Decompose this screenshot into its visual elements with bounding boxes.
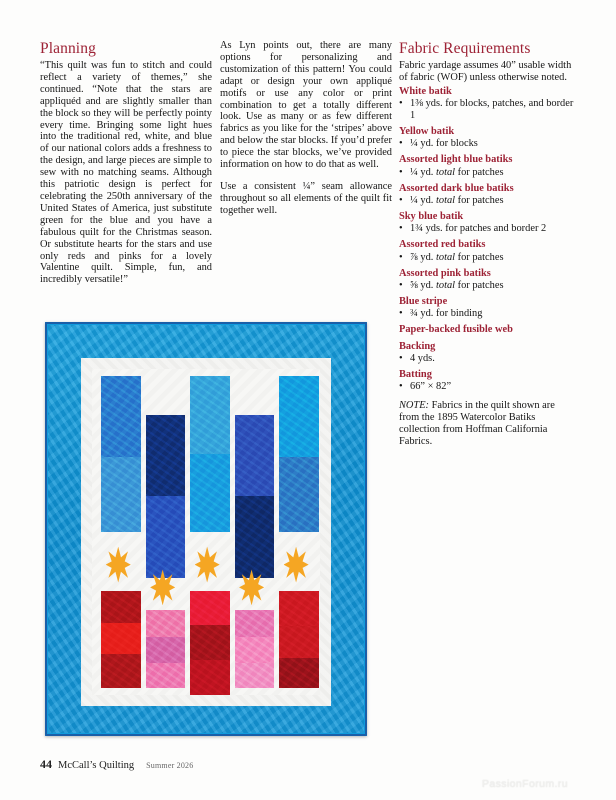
quilt-patch [146, 496, 186, 578]
column-fabric-requirements [399, 40, 577, 448]
quilt-patch [101, 623, 141, 654]
planning-heading: Planning [40, 40, 96, 57]
fabric-group-item [399, 223, 577, 235]
fabric-group-item [399, 195, 577, 207]
quilt-red-stripe [101, 591, 141, 689]
fabric-item-text: ⅝ yd. total for patches [410, 280, 504, 292]
bullet-icon: • [399, 98, 403, 110]
quilt-patch [190, 376, 230, 454]
fabric-group-item [399, 381, 577, 393]
fabric-group-label: Assorted dark blue batiks [399, 182, 514, 194]
quilt-patch [190, 454, 230, 532]
quilt-patch [190, 625, 230, 659]
bullet-icon: • [399, 251, 403, 263]
fabric-group [399, 126, 577, 150]
bullet-icon: • [399, 280, 403, 292]
fabric-group [399, 341, 577, 365]
quilt-patch [101, 591, 141, 623]
quilt-border-1-white [81, 358, 331, 706]
fabric-requirements-intro: Fabric yardage assumes 40” usable width of fabric (WOF) unless otherwise noted. [399, 60, 572, 83]
fabric-group-item [399, 167, 577, 179]
quilt-patch [146, 610, 186, 637]
bullet-icon: • [399, 223, 403, 235]
fabric-item-text: ¼ yd. total for patches [410, 166, 504, 178]
quilt-patch [101, 376, 141, 457]
star-appliqué-icon [195, 547, 220, 583]
fabric-requirements-heading: Fabric Requirements [399, 40, 531, 57]
fabric-group-label: Batting [399, 368, 432, 380]
fabric-group [399, 239, 577, 263]
bullet-icon: • [399, 308, 403, 320]
bullet-icon: • [399, 138, 403, 150]
fabric-group-item [399, 353, 577, 365]
fabric-item-text: ¼ yd. for blocks [410, 138, 478, 150]
continuation-paragraph-1: As Lyn points out, there are many options for personalizing and customization of this pattern! You could adapt or design your own appliqué motifs or use any color or print combination to get a totally different look. Use as many or as few different fabrics as you like for the ‘stripes’ above and below the star blocks. If you’d prefer to piece the star blocks, we’ve provided information on how to do that as well. [220, 40, 392, 171]
quilt-blue-stripe [190, 376, 230, 532]
fabric-group-label: Blue stripe [399, 295, 448, 307]
fabric-item-text: ⅞ yd. total for patches [410, 251, 504, 263]
fabric-group [399, 211, 577, 235]
fabric-group-label: White batik [399, 85, 452, 97]
quilt-patch [235, 415, 275, 497]
quilt-photo [45, 322, 367, 736]
quilt-center-field [92, 369, 320, 695]
fabric-item-text: 4 yds. [410, 353, 435, 365]
fabric-group-label: Yellow batik [399, 126, 455, 138]
fabric-group [399, 324, 577, 336]
quilt-image [45, 322, 367, 736]
fabric-group-item [399, 138, 577, 150]
fabric-item-text: 66” × 82” [410, 381, 452, 393]
quilt-blue-stripe [235, 415, 275, 578]
site-watermark: PassionForum.ru [482, 778, 568, 790]
column-continuation [220, 40, 392, 217]
fabric-item-text: ¼ yd. total for patches [410, 195, 504, 207]
fabric-group-label: Assorted red batiks [399, 239, 486, 251]
quilt-red-stripe [190, 591, 230, 695]
quilt-patch [190, 591, 230, 625]
quilt-red-stripe [279, 591, 319, 689]
fabric-group [399, 296, 577, 320]
quilt-patch [279, 658, 319, 688]
fabric-group-item [399, 98, 577, 122]
fabric-item-text: 1⅜ yds. for blocks, patches, and border 1 [410, 98, 574, 122]
fabric-group-label: Assorted pink batiks [399, 267, 491, 279]
quilt-red-stripe [146, 610, 186, 688]
quilt-patch [279, 626, 319, 658]
fabric-group [399, 183, 577, 207]
quilt-patch [235, 610, 275, 637]
bullet-icon: • [399, 353, 403, 365]
quilt-patch [146, 637, 186, 663]
fabric-group-item [399, 252, 577, 264]
fabric-item-text: 1¾ yds. for patches and border 2 [410, 223, 547, 235]
fabric-group-label: Assorted light blue batiks [399, 154, 513, 166]
page-footer [40, 757, 193, 772]
fabric-requirements-list [399, 86, 577, 393]
quilt-patch [190, 660, 230, 695]
bullet-icon: • [399, 195, 403, 207]
fabric-requirements-note [399, 400, 577, 448]
quilt-patch [235, 637, 275, 663]
column-planning [40, 40, 212, 286]
fabric-group [399, 268, 577, 292]
fabric-group-label: Paper-backed fusible web [399, 324, 513, 336]
fabric-group [399, 369, 577, 393]
fabric-group-item [399, 280, 577, 292]
quilt-patch [279, 376, 319, 457]
bullet-icon: • [399, 166, 403, 178]
fabric-group-item [399, 308, 577, 320]
quilt-patch [279, 457, 319, 532]
page-number: 44 [40, 757, 52, 771]
continuation-paragraph-2: Use a consistent ¼” seam allowance throughout so all elements of the quilt fit together well. [220, 180, 392, 216]
fabric-group [399, 86, 577, 122]
quilt-patch [146, 663, 186, 689]
star-appliqué-icon [106, 547, 131, 583]
star-appliqué-icon [284, 547, 309, 583]
fabric-group-label: Backing [399, 340, 436, 352]
quilt-patch [101, 457, 141, 532]
quilt-blue-stripe [101, 376, 141, 532]
publication-name: McCall’s Quilting [58, 760, 135, 771]
planning-paragraph-1: “This quilt was fun to stitch and could reflect a variety of themes,” she continued. “Note that the stars are appliquéd and are slightly smaller than the block so they will be perfectly pointy every time. Bringing some light hues into the traditional red, white, and blue of our national colors adds a freshness to the design, and large pieces are simple to sew with no matching seams. Although this patriotic design is perfect for celebrating the 250th anniversary of the United States of America, just substitute green for the blue and you have a fabulous quilt for the Christmas season. Or substitute hearts for the stars and use only reds and pinks for a lovely Valentine quilt. Simple, fun, and incredibly versatile!” [40, 60, 212, 286]
note-text: Fabrics in the quilt shown are from the 1895 Watercolor Batiks collection from Hoffman California Fabrics. [399, 400, 555, 448]
quilt-red-stripe [235, 610, 275, 688]
fabric-item-text: ¾ yd. for binding [410, 308, 483, 320]
quilt-blue-stripe [146, 415, 186, 578]
fabric-group [399, 154, 577, 178]
quilt-patch [279, 591, 319, 626]
quilt-blue-stripe [279, 376, 319, 532]
quilt-patch [235, 496, 275, 578]
note-label: NOTE: [399, 400, 430, 412]
quilt-patch [101, 654, 141, 688]
quilt-patch [235, 663, 275, 689]
fabric-group-label: Sky blue batik [399, 211, 464, 223]
bullet-icon: • [399, 381, 403, 393]
issue-date: Summer 2026 [146, 761, 194, 770]
quilt-patch [146, 415, 186, 497]
